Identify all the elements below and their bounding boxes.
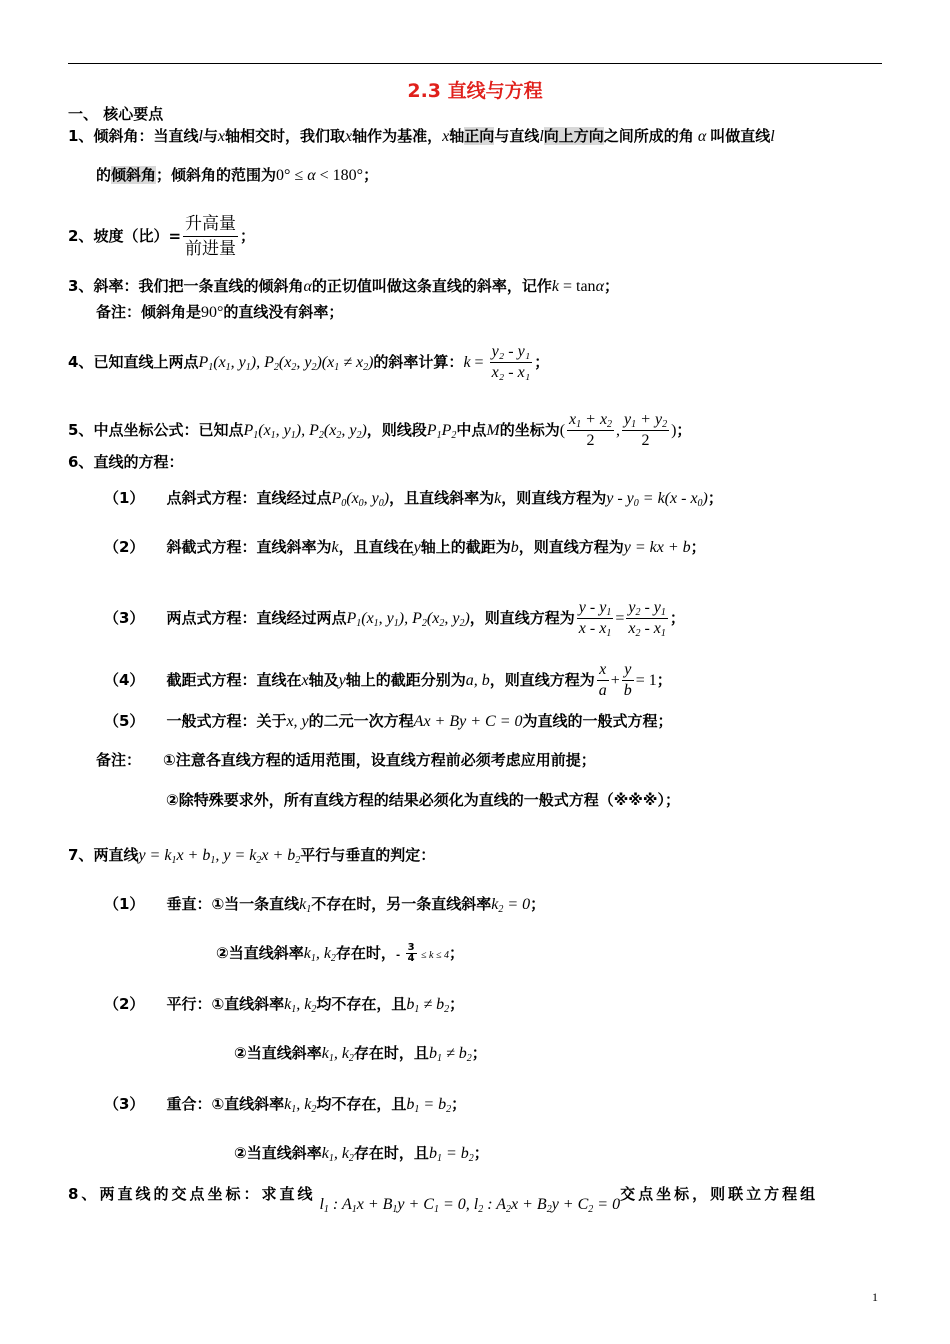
- item-4-slope-formula: 4、已知直线上两点$P_1(x_1$, $y_1$), $P_2(x_2$, $y_2)(x_1 \ne x_2)$的斜率计算：k = $\frac{\text{y₂ - y₁}}{\text{x₂ - x₁}}$ ；: [68, 343, 550, 381]
- item-7-heading: 7、两直线$y = k_1x + b_1$, $y = k_2x + b_2$平行与垂直的判定：: [68, 846, 436, 866]
- ratio-fraction: $\frac{\text{升高量}}{\text{前进量}}$: [185, 214, 237, 259]
- item-1-line-2: 的倾斜角；倾斜角的范围为0° ≤ α < 180°；: [96, 166, 379, 184]
- point-slope-form: （1） 点斜式方程：直线经过点$P_0(x_0$, $y_0$)，且直线斜率为k，则直线方程为$y - y_0 = k(x - x_0)$；: [104, 489, 723, 509]
- item-2-slope-ratio: 2、坡度（比）= $\frac{\text{升高量}}{\text{前进量}}$ ；: [68, 214, 256, 259]
- coincide-case-1: （3） 重合：①直线斜率$k_1$, $k_2$均不存在，且$b_1 = b_2$；: [104, 1095, 467, 1115]
- note-2: ②除特殊要求外，所有直线方程的结果必须化为直线的一般式方程（※※※）；: [166, 791, 680, 809]
- section-heading: 一、 核心要点: [68, 105, 164, 123]
- coincide-case-2: ②当直线斜率$k_1$, $k_2$存在时，且$b_1 = b_2$；: [234, 1144, 489, 1164]
- item-1-line-1: 1、倾斜角：当直线l与x轴相交时，我们取x轴作为基准，x轴正向与直线l向上方向之间所成的角 α 叫做直线l: [68, 127, 775, 145]
- note-1: 备注： ①注意各直线方程的适用范围，设直线方程前必须考虑应用前提；: [96, 751, 596, 769]
- item-3-line-1: 3、斜率：我们把一条直线的倾斜角α的正切值叫做这条直线的斜率，记作k = tanα；: [68, 277, 619, 295]
- page-number: 1: [872, 1290, 878, 1304]
- two-point-form: （3） 两点式方程：直线经过两点$P_1(x_1$, $y_1$), $P_2(x_2$, $y_2$)，则直线方程为 $\frac{y - y_1}{x - x_1}$ = $\frac{y_2 - y_1}{x_2 - x_1}$ ；: [104, 599, 685, 639]
- header-rule: [68, 63, 882, 64]
- general-form: （5） 一般式方程：关于x, y的二元一次方程Ax + By + C = 0为直线的一般式方程；: [104, 712, 673, 730]
- item-3-note: 备注：倾斜角是90°的直线没有斜率；: [96, 303, 344, 321]
- intercept-form: （4） 截距式方程：直线在x轴及y轴上的截距分别为a, b，则直线方程为 $\frac{x}{a}$ + $\frac{y}{b}$ = 1；: [104, 661, 672, 699]
- slope-intercept-form: （2） 斜截式方程：直线斜率为k，且直线在y轴上的截距为b，则直线方程为y = kx + b；: [104, 538, 706, 556]
- page-title: 2.3 直线与方程: [407, 80, 543, 102]
- parallel-case-2: ②当直线斜率$k_1$, $k_2$存在时，且$b_1 \ne b_2$；: [234, 1044, 487, 1064]
- item-5-midpoint: 5、中点坐标公式：已知点$P_1(x_1$, $y_1$), $P_2(x_2$, $y_2$)，则线段$P_1P_2$中点M的坐标为( $\frac{x_1 + x_2}{2}$ , $\frac{y_1 + y_2}{2}$ )；: [68, 411, 692, 449]
- slope-fraction: $\frac{\text{y₂ - y₁}}{\text{x₂ - x₁}}$: [491, 343, 531, 381]
- item-6-heading: 6、直线的方程：: [68, 453, 184, 471]
- perpendicular-case-2: ②当直线斜率$k_1$, $k_2$存在时，- $\frac{3}{4}$ ≤ k ≤ 4；: [216, 942, 464, 964]
- parallel-case-1: （2） 平行：①直线斜率$k_1$, $k_2$均不存在，且$b_1 \ne b_2$；: [104, 995, 465, 1015]
- perpendicular-case-1: （1） 垂直：①当一条直线$k_1$不存在时，另一条直线斜率$k_2 = 0$；: [104, 895, 546, 915]
- item-8-intersection: 8、两直线的交点坐标：求直线 $l_1$ : $A_1x + B_1y + C_1 = 0$, $l_2$ : $A_2x + B_2y + C_2 = 0$交点坐标，则联立方程组: [68, 1185, 819, 1215]
